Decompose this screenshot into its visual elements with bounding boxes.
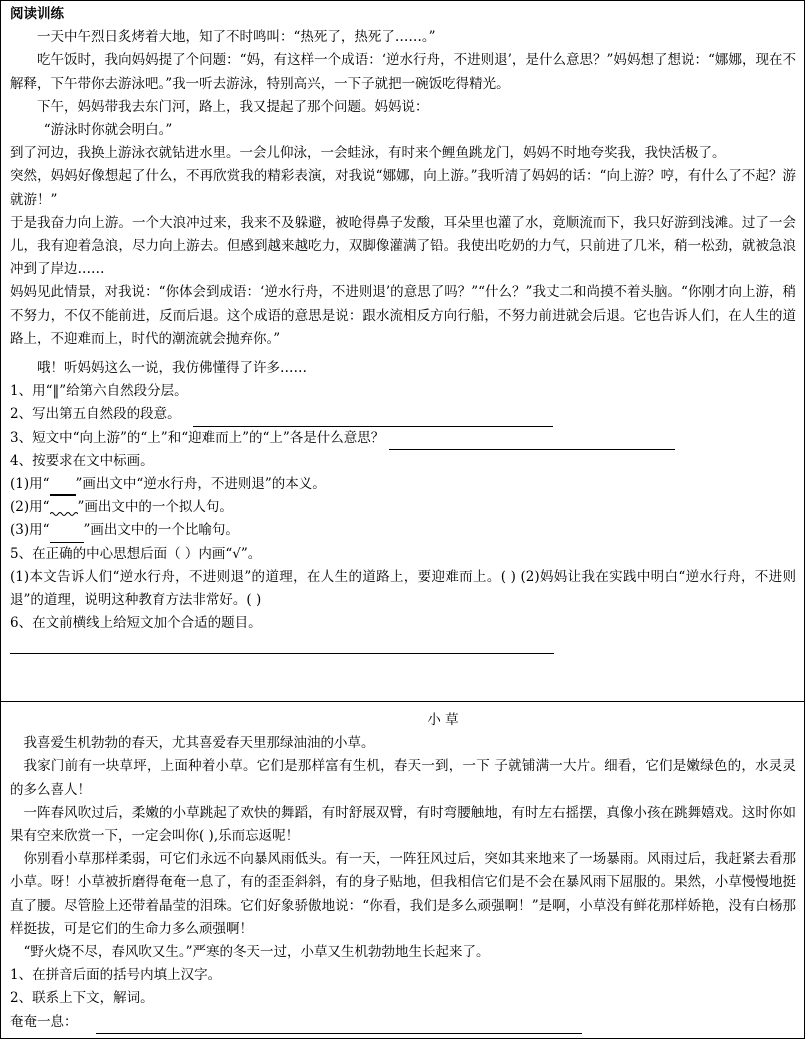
story-question-2: 2、联系上下文，解词。	[10, 990, 154, 1007]
question-6: 6、在文前横线上给短文加个合适的题目。	[10, 615, 262, 632]
straight-line-mark	[50, 480, 76, 496]
question-3-text: 3、短文中“向上游”的“上”和“迎难而上”的“上”各是什么意思？	[10, 429, 385, 446]
question-3	[10, 427, 796, 450]
story-paragraph-4: 你别看小草那样柔弱，可它们永远不向暴风雨低头。有一天，一阵狂风过后，突如其来地来了一场暴雨。风雨过后，我赶紧去看那小草。呀！小草被折磨得奄奄一息了，有的歪歪斜斜，有的身子贴地，但我相信它们是不会在暴风雨下屈服的。果然，小草慢慢地挺直了腰。尽管脸上还带着晶莹的泪珠。它们好象骄傲地说：“你看，我们是多么顽强啊！”是啊，小草没有鲜花那样娇艳，没有白杨那样挺拔，可是它们的生命力多么顽强啊！	[10, 851, 796, 937]
question-5-options: (1)本文告诉人们“逆水行舟，不进则退”的道理，在人生的道路上，要迎难而上。( ) (2)妈妈让我在实践中明白“逆水行舟，不进则退”的道理，说明这种教育方法非常好。( )	[10, 568, 796, 609]
underline-mark	[50, 528, 84, 543]
q4b-prefix: (2)用“	[10, 499, 50, 516]
q4a-suffix: ”画出文中“逆水行舟，不进则退”的本义。	[75, 476, 326, 493]
q4c-prefix: (3)用“	[10, 522, 50, 539]
answer-line-q3[interactable]	[389, 433, 675, 450]
section-heading: 阅读训练	[10, 6, 64, 22]
answer-line-q2[interactable]	[193, 410, 553, 427]
paragraph-1: 一天中午烈日炙烤着大地，知了不时鸣叫：“热死了，热死了……。”	[37, 29, 436, 46]
word-label: 奄奄一息：	[10, 1013, 78, 1030]
story-paragraph-3: 一阵春风吹过后，柔嫩的小草跳起了欢快的舞蹈，有时舒展双臂，有时弯腰触地，有时左右摇摆，真像小孩在跳舞嬉戏。这时你如果有空来欣赏一下，一定会叫你( ),乐而忘返呢！	[10, 804, 796, 845]
answer-line-word[interactable]	[96, 1017, 582, 1034]
question-2-text: 2、写出第五自然段的段意。	[10, 406, 181, 423]
question-1: 1、用“‖”给第六自然段分层。	[10, 383, 188, 400]
question-4: 4、按要求在文中标画。	[10, 452, 154, 469]
question-2	[10, 403, 796, 426]
paragraph-2: 吃午饭时，我向妈妈提了个问题：“妈，有这样一个成语：‘逆水行舟，不进则退’，是什么意思？”妈妈想了想说：“娜娜，现在不解释，下午带你去游泳吧。”我一听去游泳，特别高兴，一下子就把一碗饭吃得精光。	[10, 52, 796, 92]
paragraph-3: 下午，妈妈带我去东门河，路上，我又提起了那个问题。妈妈说：	[37, 98, 429, 115]
reading-section-1	[1, 1, 804, 702]
story-paragraph-2: 我家门前有一块草坪，上面种着小草。它们是那样富有生机，春天一到，一下 子就铺满一大片。细看，它们是嫩绿色的，水灵灵的多么喜人！	[10, 758, 796, 798]
paragraph-5: 到了河边，我换上游泳衣就钻进水里。一会儿仰泳，一会蛙泳，有时来个鲤鱼跳龙门，妈妈不时地夸奖我，我快活极了。	[10, 145, 726, 162]
paragraph-6: 突然，妈妈好像想起了什么，不再欣赏我的精彩表演，对我说“娜娜，向上游。”我听清了妈妈的话：“向上游？哼，有什么了不起？游就游！”	[10, 168, 796, 208]
paragraph-4: “游泳时你就会明白。”	[43, 122, 173, 139]
q4b-suffix: ”画出文中的一个拟人句。	[77, 499, 233, 516]
q4c-suffix: ”画出文中的一个比喻句。	[83, 522, 239, 539]
question-4-1	[10, 473, 796, 496]
question-5: 5、在正确的中心思想后面（ ）内画“√”。	[10, 545, 262, 562]
wavy-line-mark	[50, 505, 78, 519]
question-4-3	[10, 519, 796, 542]
story-paragraph-1: 我喜爱生机勃勃的春天，尤其喜爱春天里那绿油油的小草。	[23, 735, 375, 752]
story-paragraph-5: “野火烧不尽，春风吹又生。”严寒的冬天一过，小草又生机勃勃地生长起来了。	[23, 944, 490, 961]
paragraph-7: 于是我奋力向上游。一个大浪冲过来，我来不及躲避，被呛得鼻子发酸，耳朵里也灌了水，竟顺流而下，我只好游到浅滩。过了一会儿，我有迎着急浪，尽力向上游去。但感到越来越吃力，双脚像灌满了铅。我使出吃奶的力气，只前进了几米，稍一松劲，就被急浪冲到了岸边……	[10, 214, 796, 278]
question-4-2	[10, 496, 796, 519]
q4a-prefix: (1)用“	[10, 476, 50, 493]
story-question-1: 1、在拼音后面的括号内填上汉字。	[10, 967, 222, 984]
reading-section-2	[1, 701, 804, 1038]
paragraph-9: 哦！听妈妈这么一说，我仿佛懂得了许多……	[37, 360, 307, 377]
story-question-2-word	[10, 1011, 796, 1034]
paragraph-8: 妈妈见此情景，对我说：“你体会到成语：‘逆水行舟，不进则退’的意思了吗？”“什么？”我丈二和尚摸不着头脑。“你刚才向上游，稍不努力，不仅不能前进，反而后退。这个成语的意思是说：跟水流相反方向行船，不努力前进就会后退。它也告诉人们，在人生的道路上，不迎难而上，时代的潮流就会抛弃你。”	[10, 284, 796, 347]
title-answer-line[interactable]	[10, 653, 554, 654]
story-title: 小 草	[427, 712, 459, 728]
